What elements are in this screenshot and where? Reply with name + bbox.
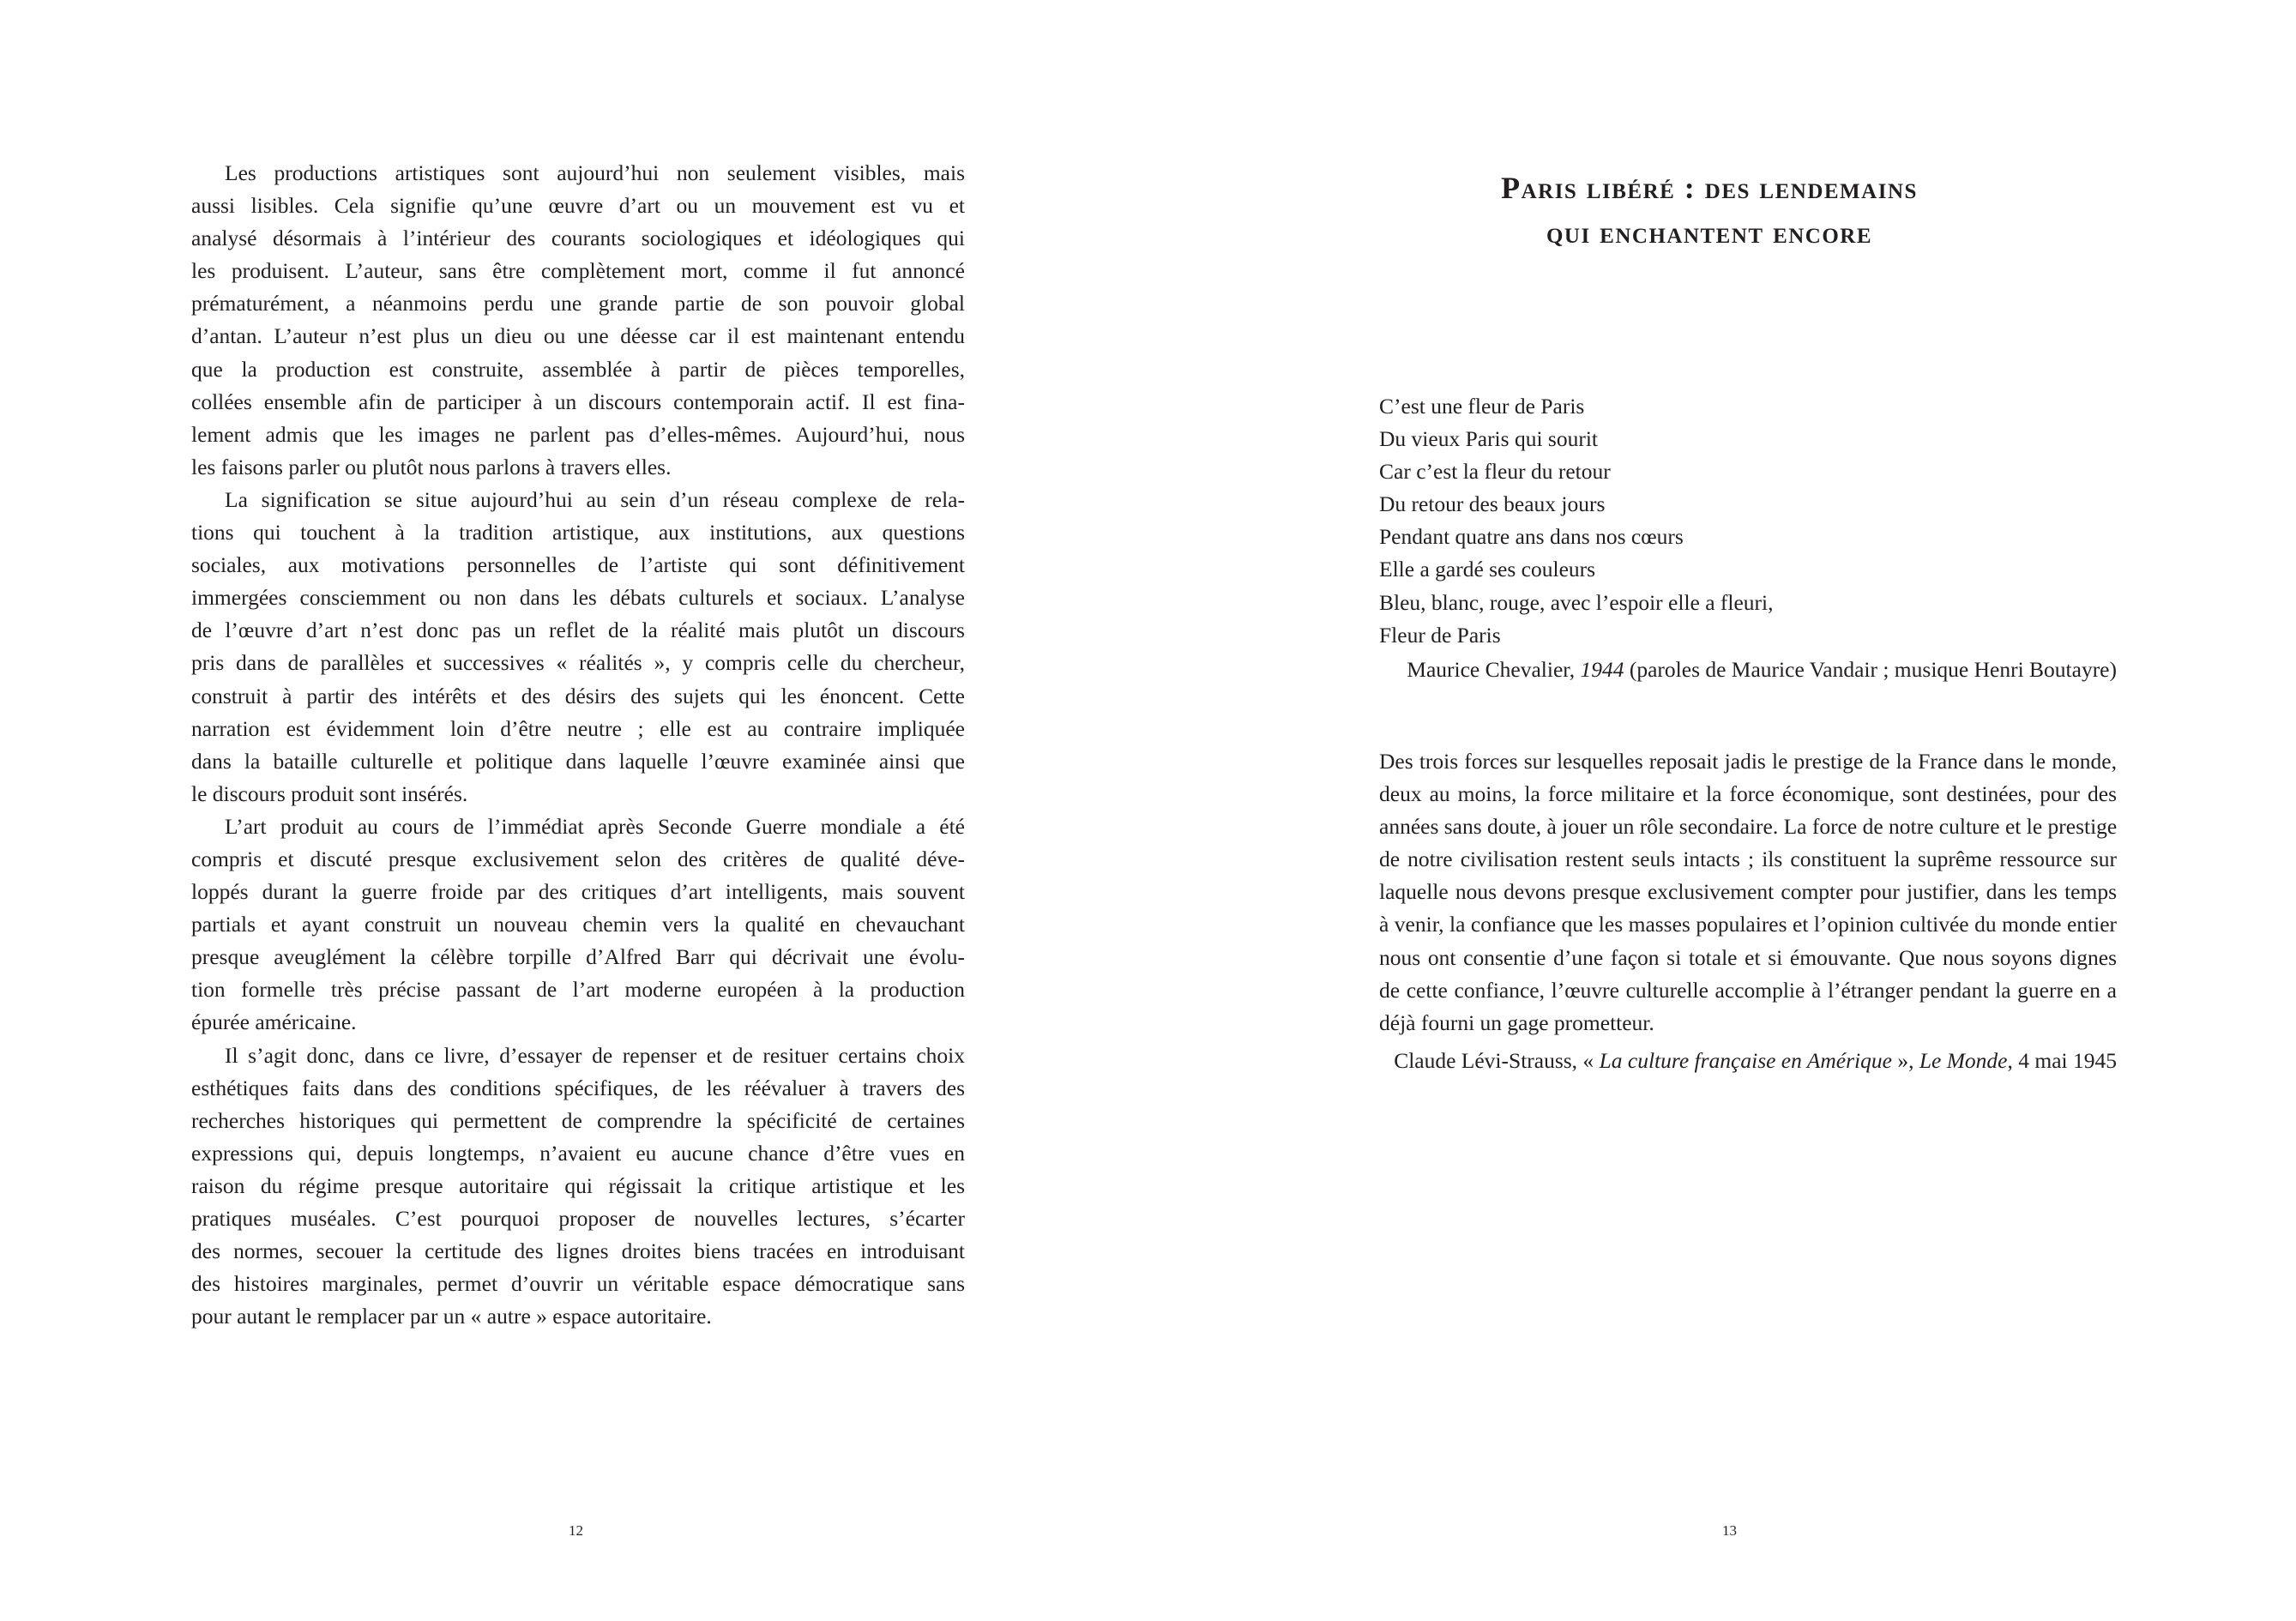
text-line: prématurément, a néanmoins perdu une grande partie de son pouvoir global (191, 291, 965, 316)
text-line: dans la bataille culturelle et politique dans laquelle l’œuvre examinée ainsi que (191, 748, 965, 774)
text-line: loppés durant la guerre froide par des critiques d’art intelligents, mais souvent (191, 879, 965, 905)
text-line: d’antan. L’auteur n’est plus un dieu ou une déesse car il est maintenant entendu (191, 323, 965, 349)
text-line: Des trois forces sur lesquelles reposait jadis le prestige de la France dans le monde, (1379, 749, 2117, 774)
text-line: Il s’agit donc, dans ce livre, d’essayer de repenser et de resituer certains choix (225, 1042, 965, 1068)
attribution-author: Maurice Chevalier, (1407, 657, 1581, 682)
text-line: laquelle nous devons presque exclusivement compter pour justifier, dans les temps (1379, 879, 2117, 905)
text-line: collées ensemble afin de participer à un discours contemporain actif. Il est fina- (191, 389, 965, 414)
text-line: pour autant le remplacer par un « autre » espace autoritaire. (191, 1304, 712, 1329)
text-line: partials et ayant construit un nouveau chemin vers la qualité en chevauchant (191, 912, 965, 937)
text-line: de l’œuvre d’art n’est donc pas un reflet de la réalité mais plutôt un discours (191, 618, 965, 643)
text-line: épurée américaine. (191, 1009, 357, 1035)
epigraph-poem (1379, 390, 2117, 652)
text-line: des normes, secouer la certitude des lignes droites biens tracées en introduisant (191, 1238, 965, 1264)
attribution-year: 1944 (1580, 657, 1624, 682)
text-line: presque aveuglément la célèbre torpille d’Alfred Barr qui décrivait une évolu- (191, 944, 965, 970)
text-line: Car c’est la fleur du retour (1379, 459, 1611, 485)
attribution-separator: », (1891, 1048, 1919, 1073)
quote-attribution (1394, 1048, 2117, 1074)
attribution-date: , 4 mai 1945 (2007, 1048, 2117, 1073)
text-line: les produisent. L’auteur, sans être complètement mort, comme il fut annoncé (191, 258, 965, 284)
text-line: années sans doute, à jouer un rôle secondaire. La force de notre culture et le prestige (1379, 814, 2118, 840)
text-line: nous ont consentie d’une façon si totale et si émouvante. Que nous soyons dignes (1379, 944, 2117, 970)
text-line: pratiques muséales. C’est pourquoi proposer de nouvelles lectures, s’écarter (191, 1206, 965, 1231)
attribution-article: La culture française en Amérique (1599, 1048, 1892, 1073)
text-line: déjà fourni un gage prometteur. (1379, 1009, 1654, 1035)
text-line: Pendant quatre ans dans nos cœurs (1379, 524, 1684, 550)
text-line: deux au moins, la force militaire et la force économique, sont destinées, pour des (1379, 781, 2117, 807)
text-line: analysé désormais à l’intérieur des courants sociologiques et idéologiques qui (191, 226, 965, 251)
text-line: Elle a gardé ses couleurs (1379, 557, 1596, 582)
text-line: compris et discuté presque exclusivement selon des critères de qualité déve- (191, 846, 965, 871)
text-line: le discours produit sont insérés. (191, 780, 468, 806)
text-line: La signification se situe aujourd’hui au sein d’un réseau complexe de rela- (225, 486, 965, 512)
text-line: expressions qui, depuis longtemps, n’avaient eu aucune chance d’être vues en (191, 1140, 965, 1166)
text-line: lement admis que les images ne parlent pas d’elles-mêmes. Aujourd’hui, nous (191, 421, 965, 447)
text-line: sociales, aux motivations personnelles de l’artiste qui sont définitivement (191, 552, 965, 578)
text-line: immergées consciemment ou non dans les débats culturels et sociaux. L’analyse (191, 585, 965, 611)
text-line: de notre civilisation restent seuls intacts ; ils constituent la suprême ressource sur (1379, 847, 2117, 872)
text-line: recherches historiques qui permettent de comprendre la spécificité de certaines (191, 1107, 965, 1133)
text-line: Du vieux Paris qui sourit (1379, 426, 1598, 452)
text-line: pris dans de parallèles et successives « réalités », y compris celle du chercheur, (191, 650, 965, 676)
text-line: Fleur de Paris (1379, 622, 1501, 648)
attribution-author: Claude Lévi-Strauss, « (1394, 1048, 1600, 1073)
text-line: aussi lisibles. Cela signifie qu’une œuvre d’art ou un mouvement est vu et (191, 193, 965, 219)
text-line: raison du régime presque autoritaire qui régissait la critique artistique et les (191, 1172, 965, 1198)
text-line: les faisons parler ou plutôt nous parlons à travers elles. (191, 454, 672, 479)
text-line: des histoires marginales, permet d’ouvrir un véritable espace démocratique sans (191, 1271, 965, 1297)
page-number: 12 (569, 1522, 583, 1539)
text-line: esthétiques faits dans des conditions spécifiques, de les réévaluer à travers des (191, 1075, 965, 1100)
poem-attribution (1407, 657, 2117, 683)
body-text (191, 157, 965, 1333)
text-line: tion formelle très précise passant de l’art moderne européen à la production (191, 977, 965, 1003)
text-line: tions qui touchent à la tradition artistique, aux institutions, aux questions (191, 520, 965, 545)
chapter-title-line: qui enchantent encore (1546, 215, 1873, 250)
attribution-newspaper: Le Monde (1919, 1048, 2008, 1073)
text-line: Bleu, blanc, rouge, avec l’espoir elle a fleuri, (1379, 589, 1774, 615)
text-line: narration est évidemment loin d’être neutre ; elle est au contraire impliquée (191, 715, 965, 741)
text-line: que la production est construite, assemblée à partir de pièces temporelles, (191, 356, 965, 382)
text-line: de cette confiance, l’œuvre culturelle accomplie à l’étranger pendant la guerre en a (1379, 977, 2117, 1003)
attribution-credits: (paroles de Maurice Vandair ; musique Henri Boutayre) (1624, 657, 2117, 682)
text-line: construit à partir des intérêts et des désirs des sujets qui les énoncent. Cette (191, 683, 965, 708)
page-number: 13 (1722, 1522, 1737, 1539)
text-line: à venir, la confiance que les masses populaires et l’opinion cultivée du monde entier (1379, 912, 2117, 937)
text-line: Du retour des beaux jours (1379, 491, 1606, 517)
text-line: L’art produit au cours de l’immédiat après Seconde Guerre mondiale a été (225, 813, 965, 839)
text-line: Les productions artistiques sont aujourd’hui non seulement visibles, mais (225, 160, 965, 185)
chapter-title-line: Paris libéré : des lendemains (1501, 171, 1918, 205)
epigraph-quote (1379, 745, 2117, 1039)
chapter-title (1148, 166, 2271, 255)
text-line: C’est une fleur de Paris (1379, 394, 1585, 419)
